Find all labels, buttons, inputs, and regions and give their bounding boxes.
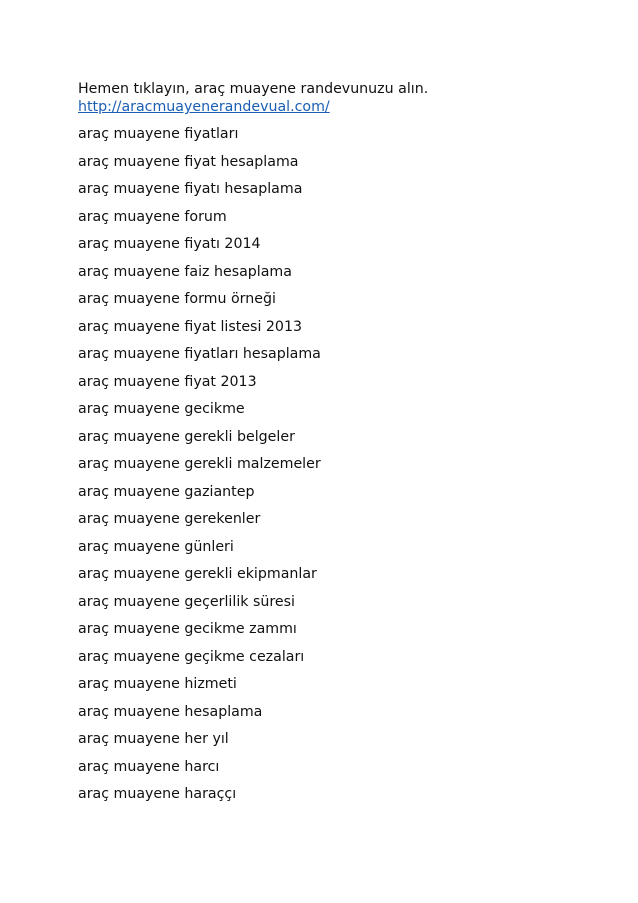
keyword-item: araç muayene haraççı [78, 786, 237, 802]
keyword-item: araç muayene harcı [78, 758, 220, 775]
keyword-item: araç muayene gerekenler [78, 511, 261, 527]
keyword-item: araç muayene hizmeti [78, 676, 237, 692]
keyword-item: araç muayene gerekli malzemeler [78, 456, 321, 472]
keyword-item: araç muayene gerekli ekipmanlar [78, 566, 317, 582]
keyword-item: araç muayene fiyat hesaplama [78, 153, 299, 170]
keyword-item: araç muayene gerekli belgeler [78, 428, 295, 445]
keyword-item: araç muayene gaziantep [78, 483, 255, 500]
intro-text: Hemen tıklayın, araç muayene randevunuzu alın. [78, 81, 429, 97]
keyword-item: araç muayene fiyat listesi 2013 [78, 318, 303, 335]
keyword-item: araç muayene gecikme zammı [78, 621, 297, 637]
keyword-item: araç muayene fiyat 2013 [78, 373, 257, 390]
keyword-item: araç muayene fiyatları [78, 126, 239, 142]
randevu-link[interactable]: http://aracmuayenerandevual.com/ [78, 99, 330, 115]
keyword-item: araç muayene geçikme cezaları [78, 648, 305, 665]
keyword-item: araç muayene formu örneği [78, 291, 276, 307]
keyword-item: araç muayene hesaplama [78, 703, 263, 720]
document-body [78, 80, 578, 813]
keyword-item: araç muayene gecikme [78, 401, 245, 417]
keyword-item: araç muayene fiyatı hesaplama [78, 181, 303, 197]
keyword-list [78, 125, 578, 813]
keyword-item: araç muayene forum [78, 208, 227, 225]
keyword-item: araç muayene her yıl [78, 731, 229, 747]
keyword-item: araç muayene geçerlilik süresi [78, 593, 295, 610]
keyword-item: araç muayene fiyatları hesaplama [78, 346, 321, 362]
keyword-item: araç muayene fiyatı 2014 [78, 236, 261, 252]
keyword-item: araç muayene günleri [78, 538, 234, 555]
keyword-item: araç muayene faiz hesaplama [78, 263, 292, 280]
